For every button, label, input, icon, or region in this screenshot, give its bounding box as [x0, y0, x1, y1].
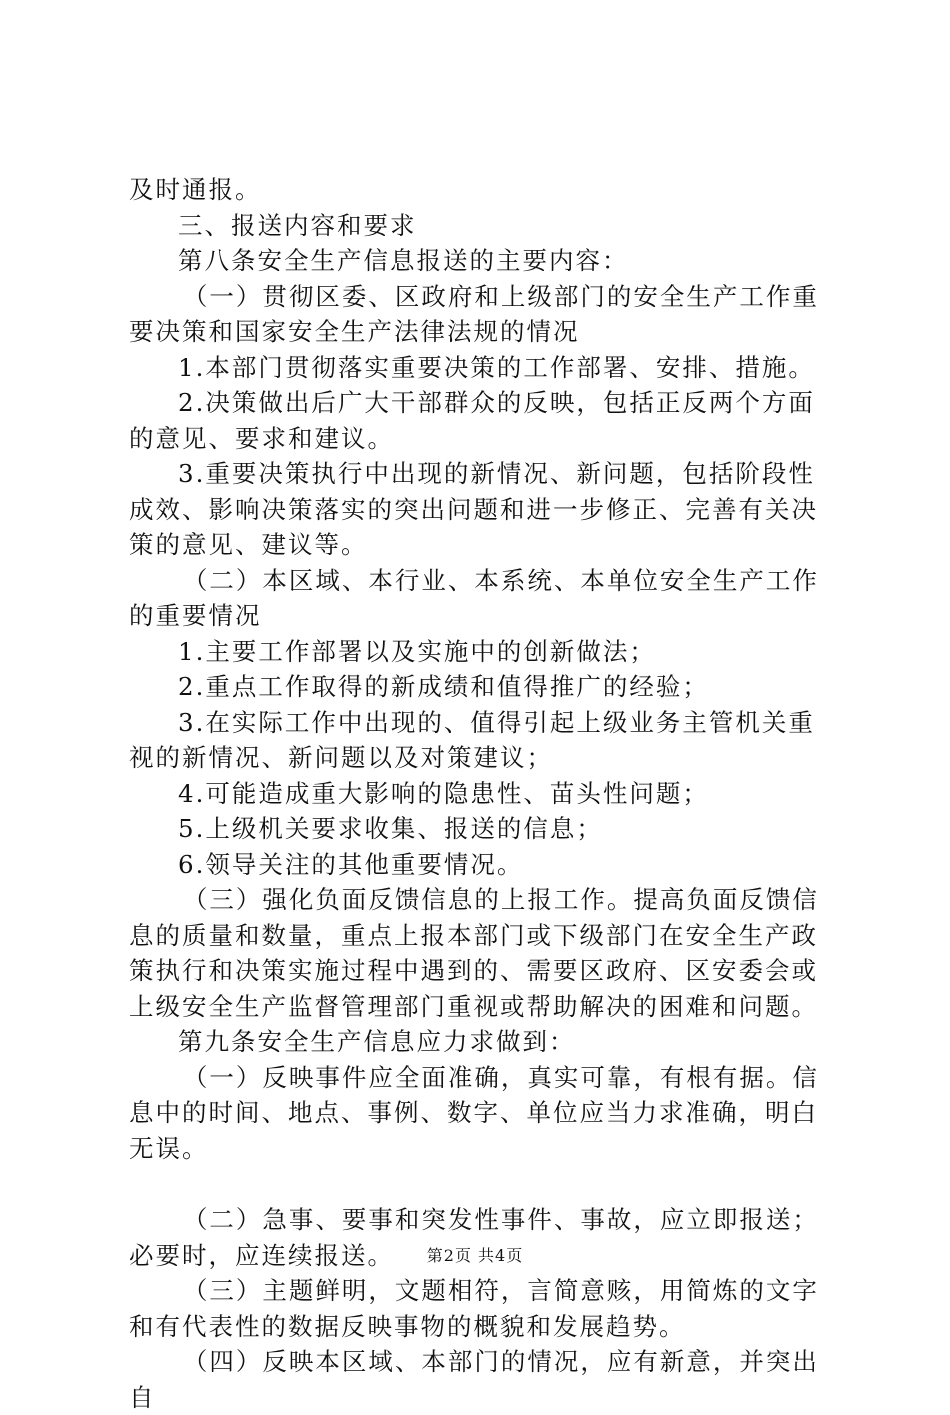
paragraph: （一）贯彻区委、区政府和上级部门的安全生产工作重要决策和国家安全生产法律法规的情况 [129, 281, 819, 346]
article-heading: 第九条安全生产信息应力求做到： [178, 1027, 576, 1056]
list-item: 4.可能造成重大影响的隐患性、苗头性问题； [178, 778, 709, 808]
list-item: 6.领导关注的其他重要情况。 [178, 849, 524, 879]
list-item: 3.重要决策执行中出现的新情况、新问题，包括阶段性成效、影响决策落实的突出问题和进一步修正、完善有关决策的意见、建议等。 [129, 459, 818, 559]
list-item: 1.主要工作部署以及实施中的创新做法； [178, 636, 656, 666]
document-body [129, 172, 839, 1415]
page-number-footer: 第2页 共4页 [426, 1246, 524, 1265]
section-heading: 三、报送内容和要求 [178, 210, 417, 240]
paragraph: 及时通报。 [129, 175, 262, 204]
paragraph: （三）强化负面反馈信息的上报工作。提高负面反馈信息的质量和数量，重点上报本部门或下级部门在安全生产政策执行和决策实施过程中遇到的、需要区政府、区安委会或上级安全生产监督管理部门重视或帮助解决的困难和问题。 [129, 885, 819, 1021]
paragraph: （一）反映事件应全面准确，真实可靠，有根有据。信息中的时间、地点、事例、数字、单位应当力求准确，明白无误。 [129, 1062, 819, 1163]
list-item: 3.在实际工作中出现的、值得引起上级业务主管机关重视的新情况、新问题以及对策建议； [129, 707, 815, 772]
paragraph: （四）反映本区域、本部门的情况，应有新意，并突出自 [129, 1347, 819, 1412]
paragraph: （二）本区域、本行业、本系统、本单位安全生产工作的重要情况 [129, 565, 819, 630]
list-item: 2.重点工作取得的新成绩和值得推广的经验； [178, 672, 709, 701]
article-heading: 第八条安全生产信息报送的主要内容： [178, 246, 629, 275]
list-item: 5.上级机关要求收集、报送的信息； [178, 814, 603, 843]
list-item: 1.本部门贯彻落实重要决策的工作部署、安排、措施。 [178, 352, 815, 382]
paragraph-spacer [129, 1166, 839, 1202]
list-item: 2.决策做出后广大干部群众的反映，包括正反两个方面的意见、要求和建议。 [129, 388, 815, 453]
paragraph: （二）急事、要事和突发性事件、事故，应立即报送；必要时，应连续报送。 [129, 1205, 819, 1270]
paragraph: （三）主题鲜明，文题相符，言简意赅，用简炼的文字和有代表性的数据反映事物的概貌和发展趋势。 [129, 1276, 819, 1341]
